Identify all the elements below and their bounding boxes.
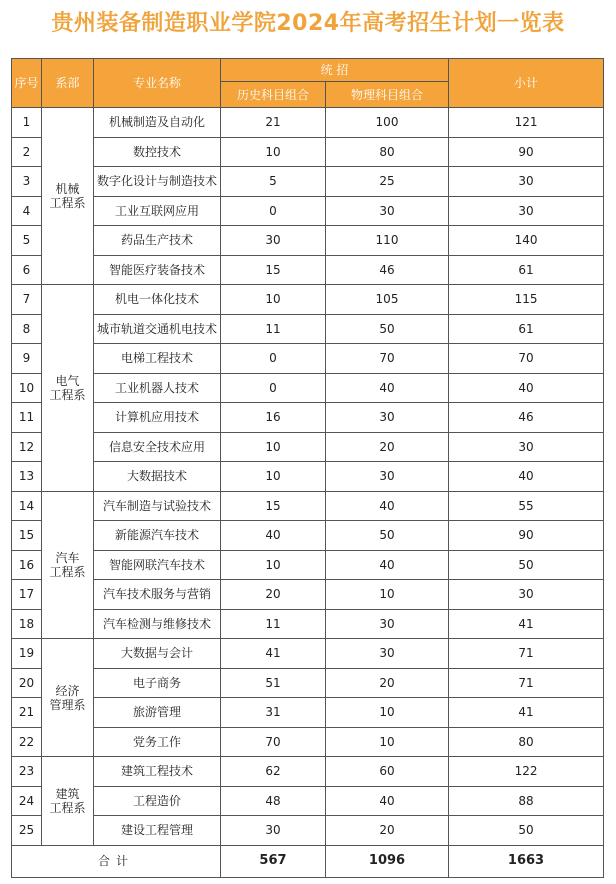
- department-name-line1: 机械: [55, 182, 80, 196]
- major-name: 党务工作: [94, 727, 221, 757]
- subtotal-count: 90: [449, 137, 604, 167]
- physics-count: 30: [326, 462, 449, 492]
- table-row: [12, 816, 604, 846]
- row-number: 17: [12, 580, 42, 610]
- major-name: 城市轨道交通机电技术: [94, 314, 221, 344]
- subtotal-count: 80: [449, 727, 604, 757]
- subtotal-count: 30: [449, 196, 604, 226]
- physics-count: 30: [326, 196, 449, 226]
- department-name-line2: 工程系: [49, 564, 86, 579]
- subtotal-count: 140: [449, 226, 604, 256]
- subtotal-count: 122: [449, 757, 604, 787]
- table-row: [12, 491, 604, 521]
- table-row: [12, 137, 604, 167]
- row-number: 22: [12, 727, 42, 757]
- history-count: 41: [221, 639, 326, 669]
- department-name-line1: 经济: [55, 683, 80, 698]
- history-count: 10: [221, 550, 326, 580]
- table-row: [12, 196, 604, 226]
- department-cell: [42, 108, 94, 285]
- table-row: [12, 462, 604, 492]
- physics-count: 100: [326, 108, 449, 138]
- department-name-line1: 建筑: [55, 786, 80, 801]
- header-row-top: [12, 59, 604, 82]
- major-name: 计算机应用技术: [94, 403, 221, 433]
- header-subtotal: 小计: [449, 59, 604, 108]
- major-name: 机械制造及自动化: [94, 108, 221, 138]
- header-major: 专业名称: [94, 59, 221, 108]
- table-row: [12, 432, 604, 462]
- department-name-line1: 汽车: [55, 550, 80, 565]
- major-name: 大数据技术: [94, 462, 221, 492]
- physics-count: 30: [326, 639, 449, 669]
- major-name: 工业机器人技术: [94, 373, 221, 403]
- history-count: 11: [221, 314, 326, 344]
- subtotal-count: 41: [449, 609, 604, 639]
- subtotal-count: 50: [449, 816, 604, 846]
- subtotal-count: 30: [449, 167, 604, 197]
- table-row: [12, 550, 604, 580]
- row-number: 4: [12, 196, 42, 226]
- row-number: 5: [12, 226, 42, 256]
- subtotal-count: 88: [449, 786, 604, 816]
- major-name: 数控技术: [94, 137, 221, 167]
- physics-count: 46: [326, 255, 449, 285]
- row-number: 7: [12, 285, 42, 315]
- history-count: 5: [221, 167, 326, 197]
- department-name-line2: 工程系: [49, 387, 86, 402]
- subtotal-count: 41: [449, 698, 604, 728]
- table-row: [12, 314, 604, 344]
- subtotal-count: 121: [449, 108, 604, 138]
- row-number: 16: [12, 550, 42, 580]
- history-count: 15: [221, 255, 326, 285]
- total-physics: 1096: [326, 845, 449, 877]
- major-name: 信息安全技术应用: [94, 432, 221, 462]
- major-name: 工业互联网应用: [94, 196, 221, 226]
- total-history: 567: [221, 845, 326, 877]
- history-count: 40: [221, 521, 326, 551]
- physics-count: 50: [326, 314, 449, 344]
- department-name-line2: 工程系: [49, 800, 86, 815]
- row-number: 11: [12, 403, 42, 433]
- table-row: [12, 786, 604, 816]
- major-name: 药品生产技术: [94, 226, 221, 256]
- history-count: 70: [221, 727, 326, 757]
- subtotal-count: 70: [449, 344, 604, 374]
- major-name: 大数据与会计: [94, 639, 221, 669]
- table-row: [12, 167, 604, 197]
- history-count: 11: [221, 609, 326, 639]
- total-row: [12, 845, 604, 877]
- row-number: 14: [12, 491, 42, 521]
- table-row: [12, 521, 604, 551]
- row-number: 21: [12, 698, 42, 728]
- major-name: 汽车技术服务与营销: [94, 580, 221, 610]
- subtotal-count: 71: [449, 639, 604, 669]
- row-number: 3: [12, 167, 42, 197]
- history-count: 51: [221, 668, 326, 698]
- header-physics: 物理科目组合: [326, 82, 449, 108]
- table-row: [12, 255, 604, 285]
- row-number: 1: [12, 108, 42, 138]
- subtotal-count: 55: [449, 491, 604, 521]
- history-count: 0: [221, 344, 326, 374]
- row-number: 6: [12, 255, 42, 285]
- major-name: 电子商务: [94, 668, 221, 698]
- physics-count: 20: [326, 432, 449, 462]
- subtotal-count: 71: [449, 668, 604, 698]
- physics-count: 40: [326, 550, 449, 580]
- major-name: 智能网联汽车技术: [94, 550, 221, 580]
- department-cell: [42, 491, 94, 639]
- subtotal-count: 40: [449, 373, 604, 403]
- row-number: 15: [12, 521, 42, 551]
- row-number: 9: [12, 344, 42, 374]
- major-name: 建设工程管理: [94, 816, 221, 846]
- table-row: [12, 285, 604, 315]
- header-history: 历史科目组合: [221, 82, 326, 108]
- subtotal-count: 40: [449, 462, 604, 492]
- header-seq: 序号: [12, 59, 42, 108]
- history-count: 10: [221, 137, 326, 167]
- major-name: 电梯工程技术: [94, 344, 221, 374]
- department-cell: [42, 639, 94, 757]
- row-number: 25: [12, 816, 42, 846]
- history-count: 10: [221, 285, 326, 315]
- history-count: 10: [221, 462, 326, 492]
- row-number: 10: [12, 373, 42, 403]
- history-count: 30: [221, 816, 326, 846]
- total-label: 合计: [12, 845, 221, 877]
- row-number: 12: [12, 432, 42, 462]
- table-row: [12, 580, 604, 610]
- subtotal-count: 90: [449, 521, 604, 551]
- table-row: [12, 609, 604, 639]
- history-count: 10: [221, 432, 326, 462]
- physics-count: 30: [326, 403, 449, 433]
- table-row: [12, 698, 604, 728]
- physics-count: 80: [326, 137, 449, 167]
- total-subtotal: 1663: [449, 845, 604, 877]
- subtotal-count: 50: [449, 550, 604, 580]
- history-count: 20: [221, 580, 326, 610]
- physics-count: 70: [326, 344, 449, 374]
- table-row: [12, 344, 604, 374]
- table-row: [12, 403, 604, 433]
- row-number: 19: [12, 639, 42, 669]
- row-number: 24: [12, 786, 42, 816]
- subtotal-count: 61: [449, 255, 604, 285]
- physics-count: 30: [326, 609, 449, 639]
- header-dept: 系部: [42, 59, 94, 108]
- history-count: 15: [221, 491, 326, 521]
- table-row: [12, 373, 604, 403]
- physics-count: 40: [326, 373, 449, 403]
- major-name: 旅游管理: [94, 698, 221, 728]
- subtotal-count: 46: [449, 403, 604, 433]
- table-row: [12, 668, 604, 698]
- table-row: [12, 108, 604, 138]
- department-cell: [42, 757, 94, 846]
- history-count: 21: [221, 108, 326, 138]
- major-name: 新能源汽车技术: [94, 521, 221, 551]
- subtotal-count: 30: [449, 432, 604, 462]
- major-name: 汽车制造与试验技术: [94, 491, 221, 521]
- table-row: [12, 226, 604, 256]
- row-number: 18: [12, 609, 42, 639]
- history-count: 16: [221, 403, 326, 433]
- physics-count: 10: [326, 580, 449, 610]
- history-count: 0: [221, 196, 326, 226]
- major-name: 建筑工程技术: [94, 757, 221, 787]
- table-row: [12, 639, 604, 669]
- history-count: 62: [221, 757, 326, 787]
- major-name: 工程造价: [94, 786, 221, 816]
- table-row: [12, 727, 604, 757]
- row-number: 2: [12, 137, 42, 167]
- physics-count: 110: [326, 226, 449, 256]
- table-body: [12, 108, 604, 846]
- enrollment-table: [11, 58, 604, 878]
- major-name: 智能医疗装备技术: [94, 255, 221, 285]
- major-name: 机电一体化技术: [94, 285, 221, 315]
- department-cell: [42, 285, 94, 492]
- department-name-line2: 工程系: [49, 196, 86, 210]
- row-number: 20: [12, 668, 42, 698]
- department-name-line1: 电气: [55, 373, 80, 388]
- subtotal-count: 30: [449, 580, 604, 610]
- history-count: 48: [221, 786, 326, 816]
- physics-count: 40: [326, 786, 449, 816]
- subtotal-count: 115: [449, 285, 604, 315]
- major-name: 数字化设计与制造技术: [94, 167, 221, 197]
- history-count: 30: [221, 226, 326, 256]
- history-count: 0: [221, 373, 326, 403]
- physics-count: 20: [326, 668, 449, 698]
- row-number: 8: [12, 314, 42, 344]
- major-name: 汽车检测与维修技术: [94, 609, 221, 639]
- physics-count: 50: [326, 521, 449, 551]
- physics-count: 10: [326, 698, 449, 728]
- department-name-line2: 管理系: [49, 697, 86, 712]
- physics-count: 60: [326, 757, 449, 787]
- table-row: [12, 757, 604, 787]
- row-number: 13: [12, 462, 42, 492]
- page-title: 贵州装备制造职业学院2024年高考招生计划一览表: [51, 11, 565, 36]
- header-tongzhao: 统 招: [221, 59, 449, 82]
- physics-count: 40: [326, 491, 449, 521]
- physics-count: 20: [326, 816, 449, 846]
- row-number: 23: [12, 757, 42, 787]
- physics-count: 25: [326, 167, 449, 197]
- history-count: 31: [221, 698, 326, 728]
- subtotal-count: 61: [449, 314, 604, 344]
- physics-count: 10: [326, 727, 449, 757]
- physics-count: 105: [326, 285, 449, 315]
